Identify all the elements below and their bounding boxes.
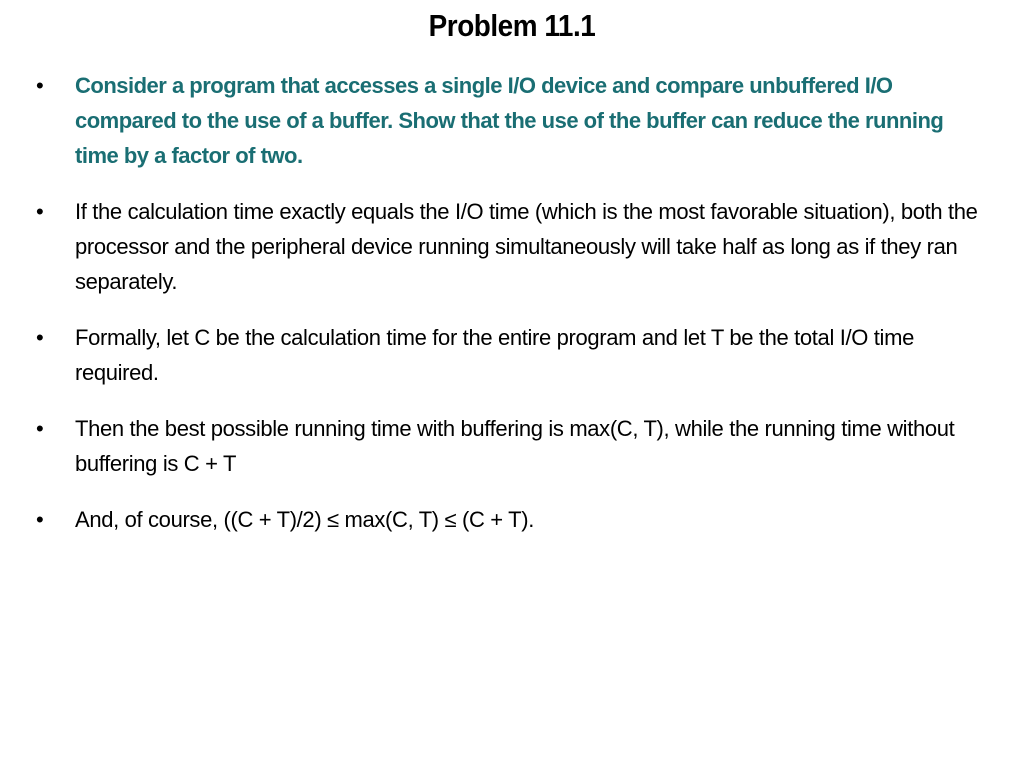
bullet-text: And, of course, ((C + T)/2) ≤ max(C, T) ≤ (C + T). bbox=[75, 507, 534, 532]
bullet-item-equal-times bbox=[36, 194, 991, 299]
bullet-text: Formally, let C be the calculation time for the entire program and let T be the total I/O time required. bbox=[75, 325, 914, 385]
bullet-list bbox=[36, 68, 991, 558]
bullet-icon: • bbox=[36, 507, 44, 532]
bullet-item-inequality bbox=[36, 502, 991, 537]
bullet-item-problem-statement bbox=[36, 68, 991, 173]
bullet-item-running-times bbox=[36, 411, 991, 481]
bullet-icon: • bbox=[36, 325, 44, 350]
bullet-icon: • bbox=[36, 73, 44, 98]
bullet-icon: • bbox=[36, 416, 44, 441]
bullet-text: Consider a program that accesses a single I/O device and compare unbuffered I/O compared to the use of a buffer. Show that the use of the buffer can reduce the running time by a factor of two. bbox=[75, 73, 944, 168]
slide-title: Problem 11.1 bbox=[428, 8, 596, 43]
bullet-text: If the calculation time exactly equals the I/O time (which is the most favorable situation), both the processor and the peripheral device running simultaneously will take half as long as if they ran separately. bbox=[75, 199, 978, 294]
bullet-item-definitions bbox=[36, 320, 991, 390]
bullet-icon: • bbox=[36, 199, 44, 224]
bullet-text: Then the best possible running time with buffering is max(C, T), while the running time without buffering is C + T bbox=[75, 416, 955, 476]
